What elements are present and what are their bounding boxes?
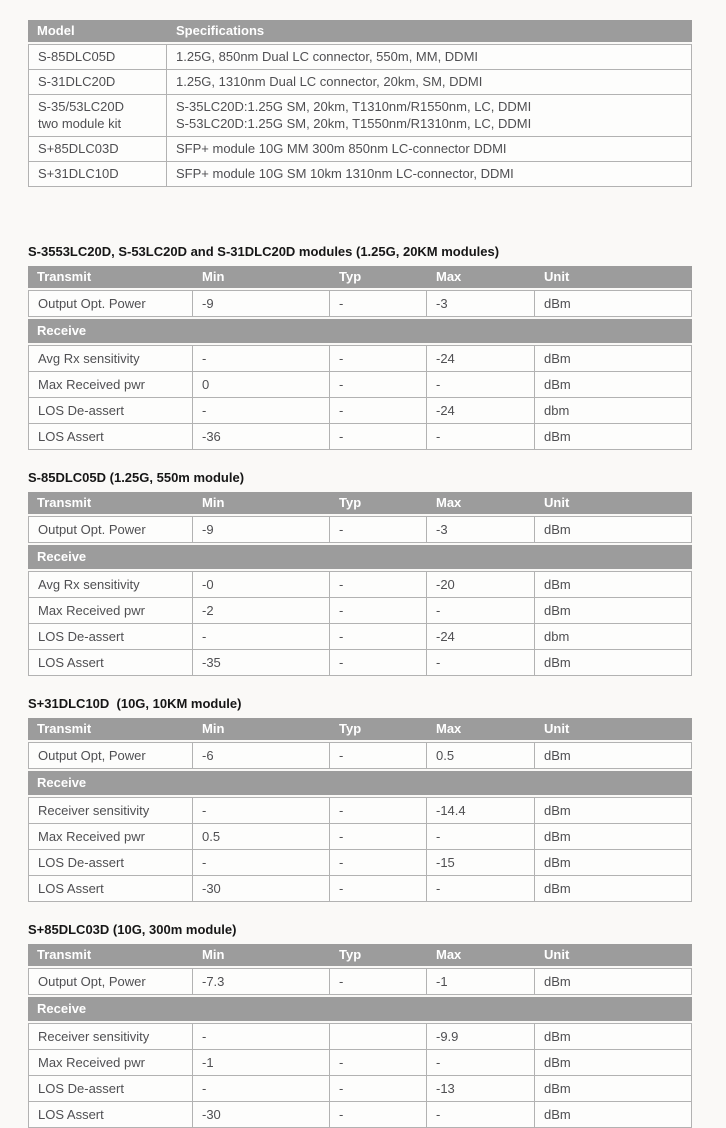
value-cell: - (330, 624, 427, 650)
value-cell: - (330, 290, 427, 317)
value-cell: dBm (535, 1076, 692, 1102)
value-cell: - (330, 968, 427, 995)
table-row (28, 824, 692, 850)
param-cell: LOS Assert (28, 424, 193, 450)
spec-table (28, 718, 692, 902)
value-cell: - (427, 1050, 535, 1076)
table-row (28, 162, 692, 187)
param-cell: Output Opt, Power (28, 742, 193, 769)
spec-section-0 (28, 244, 726, 450)
value-cell: - (427, 598, 535, 624)
table-row (28, 424, 692, 450)
value-cell: - (193, 1076, 330, 1102)
table-row (28, 44, 692, 70)
param-cell: LOS De-assert (28, 850, 193, 876)
value-cell: 0.5 (193, 824, 330, 850)
table-row (28, 598, 692, 624)
spec-header-typ: Typ (330, 492, 427, 514)
value-cell: -1 (193, 1050, 330, 1076)
param-cell: LOS Assert (28, 876, 193, 902)
value-cell: - (330, 850, 427, 876)
value-cell: -24 (427, 345, 535, 372)
value-cell: -35 (193, 650, 330, 676)
spec-cell (167, 44, 692, 70)
spec-header-min: Min (193, 266, 330, 288)
value-cell: dBm (535, 797, 692, 824)
value-cell: dBm (535, 968, 692, 995)
value-cell: - (427, 1102, 535, 1128)
spec-section-3 (28, 922, 726, 1128)
value-cell: -6 (193, 742, 330, 769)
section-title: S-3553LC20D, S-53LC20D and S-31DLC20D modules (1.25G, 20KM modules) (28, 244, 500, 259)
value-cell: -20 (427, 571, 535, 598)
spec-header-min: Min (193, 944, 330, 966)
value-cell: - (193, 345, 330, 372)
spec-header-max: Max (427, 266, 535, 288)
value-cell: - (193, 398, 330, 424)
value-cell: -9 (193, 290, 330, 317)
value-cell: dBm (535, 598, 692, 624)
table-row (28, 516, 692, 543)
table-row (28, 137, 692, 162)
value-cell: dBm (535, 290, 692, 317)
value-cell: - (330, 598, 427, 624)
spec-table-header (28, 944, 692, 966)
param-cell: Max Received pwr (28, 824, 193, 850)
value-cell: -13 (427, 1076, 535, 1102)
value-cell: - (193, 850, 330, 876)
spec-table (28, 266, 692, 450)
receive-band: Receive (28, 771, 692, 795)
spec-cell (167, 70, 692, 95)
spec-header-transmit: Transmit (28, 718, 193, 740)
value-cell: dBm (535, 876, 692, 902)
table-row (28, 1050, 692, 1076)
value-cell: dBm (535, 742, 692, 769)
table-row (28, 1102, 692, 1128)
value-cell: - (330, 516, 427, 543)
spec-cell (167, 95, 692, 137)
spec-section-1 (28, 470, 726, 676)
spec-line: SFP+ module 10G MM 300m 850nm LC-connector DDMI (176, 141, 507, 156)
table-row (28, 968, 692, 995)
value-cell: - (330, 424, 427, 450)
param-cell: Output Opt. Power (28, 516, 193, 543)
spec-header-typ: Typ (330, 944, 427, 966)
spec-header-transmit: Transmit (28, 944, 193, 966)
spec-header-min: Min (193, 718, 330, 740)
value-cell: dBm (535, 571, 692, 598)
value-cell: -2 (193, 598, 330, 624)
spec-line: SFP+ module 10G SM 10km 1310nm LC-connector, DDMI (176, 166, 514, 181)
table-row (28, 95, 692, 137)
value-cell: -24 (427, 398, 535, 424)
section-title: S+85DLC03D (10G, 300m module) (28, 922, 237, 937)
spec-header-transmit: Transmit (28, 492, 193, 514)
model-cell (28, 70, 167, 95)
param-cell: LOS Assert (28, 650, 193, 676)
value-cell: dbm (535, 398, 692, 424)
receive-band: Receive (28, 997, 692, 1021)
model-line: S-35/53LC20D (38, 99, 124, 114)
spec-header-min: Min (193, 492, 330, 514)
table-row (28, 797, 692, 824)
value-cell: - (193, 797, 330, 824)
spec-table-header (28, 718, 692, 740)
table-row (28, 372, 692, 398)
models-table (28, 20, 692, 187)
value-cell: dBm (535, 850, 692, 876)
spec-line: S-53LC20D:1.25G SM, 20km, T1550nm/R1310nm, LC, DDMI (176, 116, 532, 131)
value-cell: dBm (535, 650, 692, 676)
spec-table (28, 944, 692, 1128)
table-row (28, 650, 692, 676)
model-cell (28, 44, 167, 70)
spec-header-unit: Unit (535, 492, 692, 514)
value-cell: dBm (535, 1023, 692, 1050)
value-cell: -24 (427, 624, 535, 650)
value-cell: dBm (535, 1050, 692, 1076)
param-cell: Output Opt, Power (28, 968, 193, 995)
spec-header-unit: Unit (535, 266, 692, 288)
model-line: S-31DLC20D (38, 74, 116, 89)
table-row (28, 1023, 692, 1050)
spec-line: 1.25G, 850nm Dual LC connector, 550m, MM, DDMI (176, 49, 479, 64)
spec-header-typ: Typ (330, 266, 427, 288)
param-cell: Max Received pwr (28, 1050, 193, 1076)
models-header-model: Model (28, 20, 167, 42)
value-cell: - (330, 398, 427, 424)
value-cell: -9 (193, 516, 330, 543)
spec-sections (28, 244, 726, 1128)
value-cell: - (330, 345, 427, 372)
section-title: S+31DLC10D (10G, 10KM module) (28, 696, 242, 711)
spec-line: S-35LC20D:1.25G SM, 20km, T1310nm/R1550nm, LC, DDMI (176, 99, 532, 114)
model-line: S+31DLC10D (38, 166, 119, 181)
param-cell: Receiver sensitivity (28, 797, 193, 824)
value-cell: - (427, 650, 535, 676)
param-cell: LOS De-assert (28, 1076, 193, 1102)
spec-cell (167, 162, 692, 187)
value-cell: -30 (193, 1102, 330, 1128)
section-title: S-85DLC05D (1.25G, 550m module) (28, 470, 245, 485)
value-cell: -14.4 (427, 797, 535, 824)
param-cell: Max Received pwr (28, 372, 193, 398)
value-cell: -3 (427, 516, 535, 543)
table-row (28, 398, 692, 424)
value-cell: dBm (535, 824, 692, 850)
spec-table (28, 492, 692, 676)
models-table-body (28, 44, 692, 187)
spec-header-unit: Unit (535, 718, 692, 740)
spec-table-header (28, 492, 692, 514)
param-cell: Max Received pwr (28, 598, 193, 624)
table-row (28, 624, 692, 650)
spec-cell (167, 137, 692, 162)
value-cell: - (427, 372, 535, 398)
receive-band: Receive (28, 319, 692, 343)
table-row (28, 70, 692, 95)
table-row (28, 876, 692, 902)
value-cell: - (427, 424, 535, 450)
value-cell: dBm (535, 372, 692, 398)
value-cell: - (330, 1050, 427, 1076)
models-header-specifications: Specifications (167, 20, 692, 42)
table-row (28, 290, 692, 317)
value-cell: - (330, 372, 427, 398)
spec-header-typ: Typ (330, 718, 427, 740)
value-cell: 0 (193, 372, 330, 398)
value-cell (330, 1023, 427, 1050)
value-cell: - (330, 876, 427, 902)
value-cell: dBm (535, 424, 692, 450)
value-cell: -9.9 (427, 1023, 535, 1050)
table-row (28, 1076, 692, 1102)
param-cell: LOS De-assert (28, 624, 193, 650)
value-cell: - (330, 571, 427, 598)
table-row (28, 345, 692, 372)
model-line: S+85DLC03D (38, 141, 119, 156)
param-cell: Avg Rx sensitivity (28, 345, 193, 372)
table-row (28, 850, 692, 876)
spec-line: 1.25G, 1310nm Dual LC connector, 20km, SM, DDMI (176, 74, 483, 89)
table-row (28, 571, 692, 598)
value-cell: - (330, 742, 427, 769)
value-cell: -36 (193, 424, 330, 450)
spec-table-header (28, 266, 692, 288)
value-cell: -0 (193, 571, 330, 598)
value-cell: dBm (535, 1102, 692, 1128)
value-cell: - (330, 650, 427, 676)
spec-section-2 (28, 696, 726, 902)
value-cell: - (427, 876, 535, 902)
spec-header-unit: Unit (535, 944, 692, 966)
value-cell: -30 (193, 876, 330, 902)
model-line: two module kit (38, 116, 122, 131)
value-cell: -7.3 (193, 968, 330, 995)
value-cell: - (427, 824, 535, 850)
table-row (28, 742, 692, 769)
value-cell: dBm (535, 345, 692, 372)
spec-header-max: Max (427, 718, 535, 740)
receive-band: Receive (28, 545, 692, 569)
param-cell: Avg Rx sensitivity (28, 571, 193, 598)
model-cell (28, 137, 167, 162)
param-cell: Receiver sensitivity (28, 1023, 193, 1050)
value-cell: - (330, 824, 427, 850)
models-table-header (28, 20, 692, 42)
value-cell: - (193, 1023, 330, 1050)
param-cell: LOS Assert (28, 1102, 193, 1128)
model-cell (28, 95, 167, 137)
spec-header-max: Max (427, 944, 535, 966)
value-cell: -1 (427, 968, 535, 995)
value-cell: - (193, 624, 330, 650)
value-cell: - (330, 1076, 427, 1102)
param-cell: LOS De-assert (28, 398, 193, 424)
value-cell: 0.5 (427, 742, 535, 769)
value-cell: - (330, 797, 427, 824)
spec-header-transmit: Transmit (28, 266, 193, 288)
model-line: S-85DLC05D (38, 49, 116, 64)
param-cell: Output Opt. Power (28, 290, 193, 317)
value-cell: dBm (535, 516, 692, 543)
value-cell: -3 (427, 290, 535, 317)
spec-header-max: Max (427, 492, 535, 514)
model-cell (28, 162, 167, 187)
value-cell: dbm (535, 624, 692, 650)
value-cell: - (330, 1102, 427, 1128)
value-cell: -15 (427, 850, 535, 876)
